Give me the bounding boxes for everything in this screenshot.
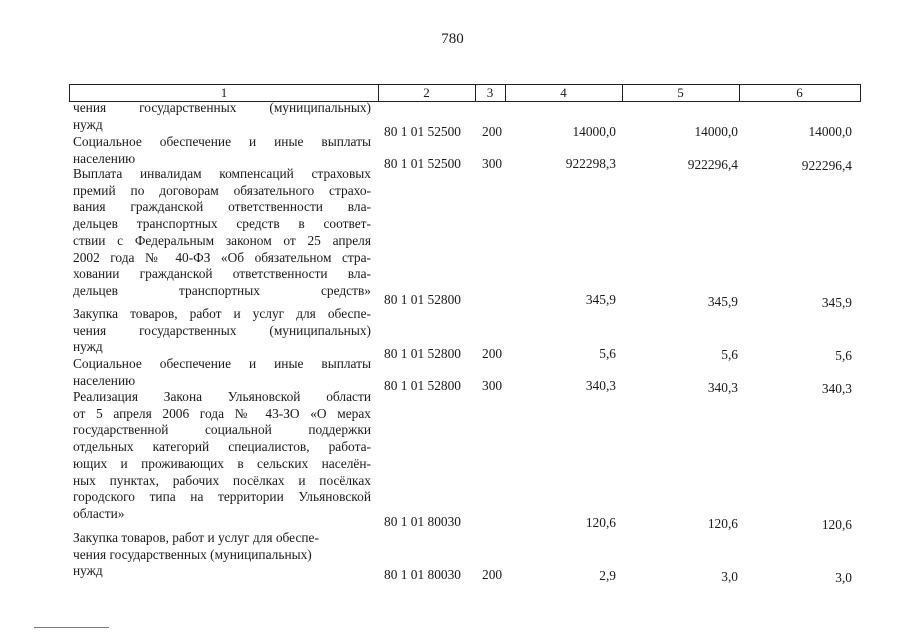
row-value-col4: 340,3 xyxy=(585,378,616,393)
header-col-1: 1 xyxy=(70,85,379,101)
row-code: 80 1 01 80030 xyxy=(384,567,461,582)
row-value-col6: 5,6 xyxy=(835,348,852,363)
row-value-col4: 5,6 xyxy=(599,346,616,361)
row-code: 80 1 01 52500 xyxy=(384,124,461,139)
header-col-6: 6 xyxy=(796,85,803,100)
row-value-col6: 345,9 xyxy=(821,295,852,310)
row-expense-type: 200 xyxy=(482,567,503,582)
header-col-4: 4 xyxy=(505,85,623,101)
row-code: 80 1 01 80030 xyxy=(384,514,461,529)
page-number: 780 xyxy=(441,31,464,47)
row-code: 80 1 01 52800 xyxy=(384,378,461,393)
footnote-divider xyxy=(34,627,109,628)
row-description: Реализация Закона Ульяновской области от 5 апреля 2006 года № 43-ЗО «О мерах государственной социальной поддержки отдельных категорий специалистов, работа- ющих и проживающих в сельских населён- ных пунктах, рабочих посёлках и посёлках городского типа на территории Ульяновской области» xyxy=(73,389,371,521)
row-value-col5: 340,3 xyxy=(707,380,738,395)
row-expense-type: 300 xyxy=(482,156,503,171)
row-value-col5: 345,9 xyxy=(707,294,738,309)
header-col-3: 3 xyxy=(475,85,506,101)
row-expense-type: 300 xyxy=(482,378,503,393)
row-value-col5: 3,0 xyxy=(721,569,738,584)
row-value-col6: 14000,0 xyxy=(808,124,852,139)
row-description: чения государственных (муниципальных) нужд xyxy=(73,100,371,132)
row-value-col4: 922298,3 xyxy=(565,156,616,171)
row-code: 80 1 01 52800 xyxy=(384,346,461,361)
row-value-col6: 3,0 xyxy=(835,570,852,585)
row-description: Социальное обеспечение и иные выплаты населению xyxy=(73,134,371,166)
row-expense-type: 200 xyxy=(482,124,503,139)
row-value-col6: 922296,4 xyxy=(801,158,852,173)
row-value-col5: 120,6 xyxy=(707,516,738,531)
row-value-col4: 120,6 xyxy=(585,515,616,530)
row-value-col4: 2,9 xyxy=(599,568,616,583)
row-value-col4: 14000,0 xyxy=(572,124,616,139)
row-value-col6: 340,3 xyxy=(821,381,852,396)
header-col-2: 2 xyxy=(378,85,476,101)
row-value-col5: 14000,0 xyxy=(694,124,738,139)
row-value-col4: 345,9 xyxy=(585,292,616,307)
row-description: Закупка товаров, работ и услуг для обеспе- чения государственных (муниципальных) нужд xyxy=(73,530,319,579)
row-description: Выплата инвалидам компенсаций страховых премий по договорам обязательного страхо- вания гражданской ответственности вла- дельцев транспортных средств в соответ- ствии с Федеральным законом от 25 апреля 2002 года № 40-ФЗ «Об обязательном стра- ховании гражданской ответственности вла- дельцев транспортных средств» xyxy=(73,166,371,298)
row-description: Закупка товаров, работ и услуг для обеспе- чения государственных (муниципальных) нужд xyxy=(73,306,371,355)
row-value-col5: 5,6 xyxy=(721,347,738,362)
row-code: 80 1 01 52500 xyxy=(384,156,461,171)
row-code: 80 1 01 52800 xyxy=(384,292,461,307)
header-col-5: 5 xyxy=(622,85,740,101)
row-expense-type: 200 xyxy=(482,346,503,361)
row-value-col6: 120,6 xyxy=(821,517,852,532)
row-value-col5: 922296,4 xyxy=(687,157,738,172)
row-description: Социальное обеспечение и иные выплаты населению xyxy=(73,356,371,388)
